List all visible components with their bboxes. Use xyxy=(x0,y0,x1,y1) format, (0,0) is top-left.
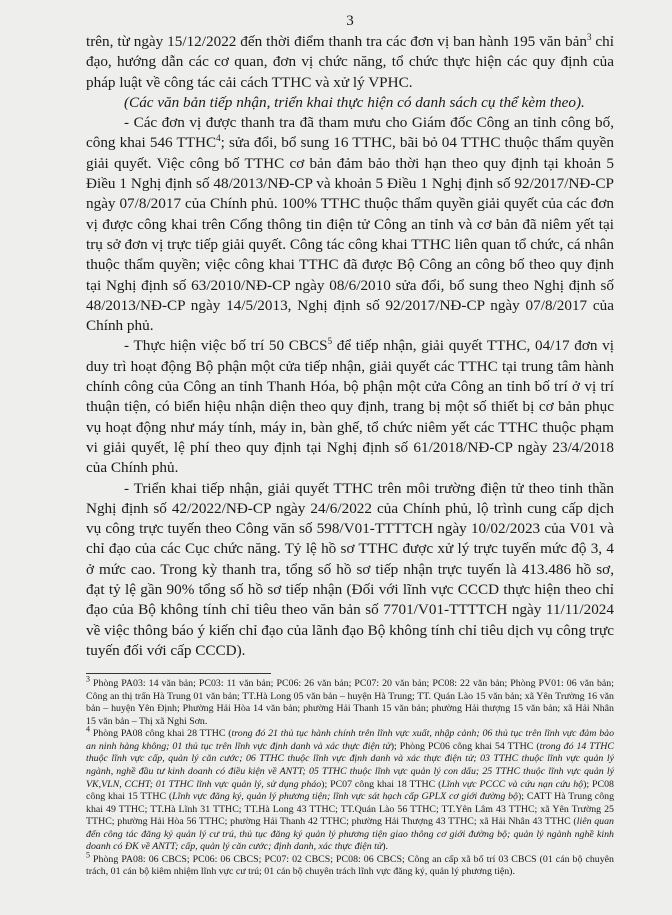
footnote-text: Phòng PA08: 06 CBCS; PC06: 06 CBCS; PC07: 02 CBCS; PC08: 06 CBCS; Công an cấp xã bố trí 03 CBCS (01 cán bộ chuyên trách, 01 cán bộ kiêm nhiệm lĩnh vực cư trú; 01 cán bộ chuyên trách lĩnh vực đăng ký, quản lý phương tiện). xyxy=(86,853,614,878)
paragraph-tthc-publication xyxy=(86,113,614,336)
paragraph-text: để tiếp nhận, giải quyết TTHC, 04/17 đơn vị duy trì hoạt động Bộ phận một cửa tiếp nhận, giải quyết các TTHC tại trung tâm hành chính công của Công an tỉnh Thanh Hóa, bộ phận một cửa Công an tỉnh bố trí ở vị trí thuận tiện, có biển hiệu nhận diện theo quy định, trang bị một số thiết bị cơ bản phục vụ hoạt động như máy tính, máy in, bàn ghế, tổ chức niêm yết các TTHC thuộc phạm vi giải quyết, lệ phí theo quy định tại Nghị định số 61/2018/NĐ-CP ngày 23/4/2018 của Chính phủ. xyxy=(86,337,614,477)
footnote-text: ); CATT Hà Trung công khai 49 TTHC; TT.Hà Lĩnh 31 TTHC; TT.Hà Long 43 TTHC; TT.Quán Lào 56 TTHC; TT.Yên Lâm 43 TTHC; xã Yên Trường 25 TTHC; phường Hải Hòa 56 TTHC; phường Hải Thanh 42 TTHC; phường Hải Thượng 43 TTHC; xã Hải Nhân 43 TTHC ( xyxy=(86,791,615,828)
footnote-mark: 3 xyxy=(86,674,90,684)
footnote-text: ). xyxy=(382,841,388,853)
footnote-text: Phòng PA08 công khai 28 TTHC ( xyxy=(90,728,232,740)
page-number: 3 xyxy=(346,13,354,29)
footnote-text-italic: liên quan đến công tác đăng ký quản lý cư trú, thủ tục đăng ký quản lý phương tiện giao thông cơ giới đường bộ; quản lý ngành nghề kinh doanh có ĐK về ANTT; cấp, quản lý căn cước; định danh, xác thực điện tử xyxy=(86,816,614,853)
footnote-divider xyxy=(86,673,271,674)
paragraph-text: trên, từ ngày 15/12/2022 đến thời điểm thanh tra các đơn vị ban hành 195 văn bản xyxy=(86,33,587,50)
paragraph-online-services: - Triển khai tiếp nhận, giải quyết TTHC trên môi trường điện tử theo tinh thần Nghị định số 42/2022/NĐ-CP ngày 24/6/2022 của Chính phủ, lộ trình cung cấp dịch vụ công trực tuyến theo Công văn số 598/V01-TTTTCH ngày 10/02/2023 của V01 và chỉ đạo của các Cục chức năng. Tỷ lệ hồ sơ TTHC được xử lý trực tuyến mức độ 3, 4 ở mức cao. Trong kỳ thanh tra, tổng số hồ sơ tiếp nhận trực tuyến là 413.486 hồ sơ, đạt tỷ lệ gần 90% tổng số hồ sơ tiếp nhận (Đối với lĩnh vực CCCD thực hiện theo chỉ đạo của Bộ không tính chỉ tiêu theo văn bản số 7701/V01-TTTTCH ngày 11/11/2024 về việc thông báo ý kiến chỉ đạo của lãnh đạo Bộ không tính chỉ tiêu dịch vụ công trực tuyến đối với cấp CCCD). xyxy=(86,479,614,659)
footnotes xyxy=(86,674,615,879)
footnote-text-italic: trong đó 14 TTHC thuộc lĩnh vực cấp, quản lý căn cước; 06 TTHC thuộc lĩnh vực định danh và xác thực điện tử; 03 TTHC thuộc lĩnh vực quản lý ngành, nghề đầu tư kinh doanh có điều kiện về ANTT; 05 TTHC thuộc lĩnh vực quản lý con dấu; 25 TTHC thuộc lĩnh vực quản lý VK,VLN, CCHT; 01 TTHC lĩnh vực quản lý, sử dụng pháo xyxy=(86,740,614,790)
footnote-mark: 5 xyxy=(86,850,90,860)
body-text xyxy=(86,32,614,661)
footnote-text-italic: Lĩnh vực PCCC và cứu nạn cứu hộ xyxy=(441,778,584,790)
footnote-reference: 5 xyxy=(327,336,333,347)
footnote-text: ); Phòng PC06 công khai 54 TTHC ( xyxy=(390,740,540,752)
footnote-text: Phòng PA03: 14 văn bản; PC03: 11 văn bản; PC06: 26 văn bản; PC07: 20 văn bản; PC08: 22 văn bản; Phòng PV01: 06 văn bản; Công an thị trấn Hà Trung 01 văn bản; TT.Hà Long 05 văn bản – huyện Hà Trung; TT. Quán Lào 15 văn bản; xã Yên Trường 16 văn bản – huyện Yên Định; Phường Hải Hòa 14 văn bản; phường Hải Thanh 15 văn bản; phường Hải thượng 15 văn bản; xã Hải Nhân 15 văn bản – Thị xã Nghi Sơn. xyxy=(86,678,614,727)
paragraph-continuation xyxy=(86,32,614,93)
footnote-reference: 3 xyxy=(587,31,592,42)
paragraph-staffing xyxy=(86,336,614,478)
footnote-text-italic: trong đó 21 thủ tục hành chính trên lĩnh vực xuất, nhập cảnh; 06 thủ tục trên lĩnh vực đảm bảo an ninh hàng không; 01 thủ tục trên lĩnh vực định danh và xác thực điện tử xyxy=(86,728,615,752)
footnote-text: ); PC07 công khai 18 TTHC ( xyxy=(321,778,442,790)
footnote-text-italic: Lĩnh vực đăng ký, quản lý phương tiện; lĩnh vực sát hạch cấp GPLX cơ giới đường bộ xyxy=(172,791,518,803)
paragraph-note: (Các văn bản tiếp nhận, triển khai thực hiện có danh sách cụ thể kèm theo). xyxy=(124,93,585,111)
footnote-text: ); PC08 công khai 15 TTHC ( xyxy=(86,778,614,803)
paragraph-text: chỉ đạo, hướng dẫn các cơ quan, đơn vị chức năng, tổ chức thực hiện các quy định của pháp luật về công tác cải cách TTHC và xử lý VPHC. xyxy=(86,33,614,91)
paragraph-text: - Thực hiện việc bố trí 50 CBCS xyxy=(124,337,328,355)
footnote-3 xyxy=(86,674,614,728)
footnote-4 xyxy=(86,725,615,853)
paragraph-text: ; sửa đổi, bổ sung 16 TTHC, bãi bỏ 04 TTHC thuộc thẩm quyền giải quyết. Việc công bố TTHC cơ bản đảm bảo thời hạn theo quy định tại khoản 5 Điều 1 Nghị định số 48/2013/NĐ-CP và khoản 5 Điều 1 Nghị định số 92/2017/NĐ-CP ngày 07/8/2017 của Chính phủ. 100% TTHC thuộc thẩm quyền giải quyết của các đơn vị được công khai trên Cổng thông tin điện tử Công an tỉnh và cơ bản đã niêm yết tại trụ sở đơn vị trực tiếp giải quyết. Công tác công khai TTHC liên quan tổ chức, cá nhân thuộc thẩm quyền; việc công khai TTHC đã được Bộ Công an công bố theo quy định tại Nghị định số 63/2010/NĐ-CP ngày 08/6/2010 sửa đổi, bổ sung theo Nghị định số 48/2013/NĐ-CP ngày 14/5/2013, Nghị định số 92/2017/NĐ-CP ngày 07/8/2017 của Chính phủ. xyxy=(86,134,614,335)
footnote-mark: 4 xyxy=(86,725,90,735)
footnote-5 xyxy=(86,850,614,879)
paragraph-text: - Các đơn vị được thanh tra đã tham mưu cho Giám đốc Công an tỉnh công bố, công khai 546 TTHC xyxy=(86,114,614,152)
footnote-reference: 4 xyxy=(216,133,221,144)
